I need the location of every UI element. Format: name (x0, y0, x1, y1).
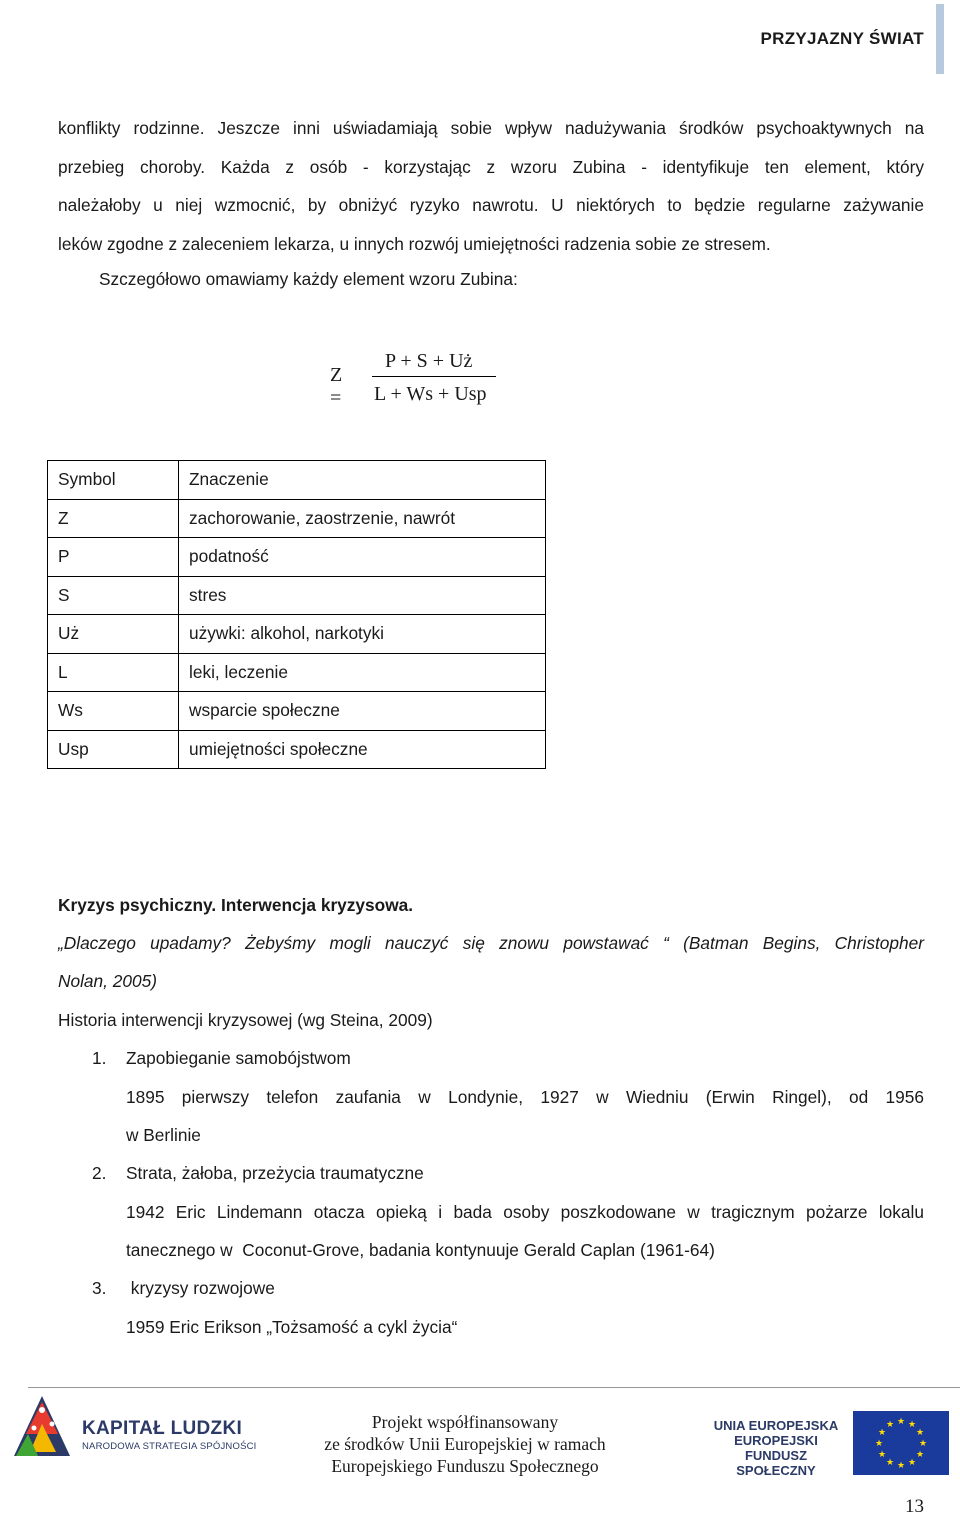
eu-logo-line-1: UNIA EUROPEJSKA (713, 1418, 839, 1433)
table-row (48, 653, 546, 692)
svg-text:★: ★ (877, 1428, 887, 1438)
svg-text:★: ★ (907, 1420, 917, 1430)
table-header-meaning: Znaczenie (179, 461, 546, 500)
table-cell-meaning: wsparcie społeczne (179, 692, 546, 731)
quote-line-2: Nolan, 2005) (58, 971, 157, 991)
table-cell-meaning: umiejętności społeczne (179, 730, 546, 769)
list-item-title: Strata, żałoba, przeżycia traumatyczne (126, 1163, 424, 1183)
svg-text:★: ★ (874, 1439, 884, 1449)
eu-logo-text (706, 1418, 846, 1478)
list-item-title: Zapobieganie samobójstwom (126, 1048, 351, 1068)
list-item-title: kryzysy rozwojowe (126, 1278, 275, 1298)
table-row (48, 692, 546, 731)
table-cell-meaning: stres (179, 576, 546, 615)
intro-indent-line: Szczegółowo omawiamy każdy element wzoru Zubina: (99, 269, 518, 289)
table-row (48, 538, 546, 577)
table-cell-meaning: leki, leczenie (179, 653, 546, 692)
intro-paragraph (58, 109, 924, 263)
table-cell-meaning: podatność (179, 538, 546, 577)
svg-text:★: ★ (918, 1439, 928, 1449)
formula-numerator: P + S + Uż (385, 350, 473, 372)
kapital-ludzki-title: KAPITAŁ LUDZKI (82, 1418, 243, 1439)
intro-line-4: leków zgodne z zaleceniem lekarza, u innych rozwój umiejętności radzenia sobie ze stresem. (58, 233, 771, 254)
svg-text:★: ★ (915, 1428, 925, 1438)
svg-text:★: ★ (885, 1420, 895, 1430)
formula-denominator: L + Ws + Usp (374, 383, 487, 405)
intro-line-3: należałoby u niej wzmocnić, by obniżyć ryzyko nawrotu. U niektórych to będzie regularne zażywanie (58, 195, 924, 215)
table-cell-symbol: S (48, 576, 179, 615)
table-row (48, 576, 546, 615)
footer-divider (28, 1387, 960, 1388)
table-header-symbol: Symbol (48, 461, 179, 500)
eu-flag-icon (853, 1411, 949, 1475)
list-item-line: tanecznego w Coconut-Grove, badania kontynuuje Gerald Caplan (1961-64) (126, 1240, 715, 1260)
intro-line-2: przebieg choroby. Każda z osób - korzystając z wzoru Zubina - identyfikuje ten element, który (58, 156, 924, 177)
formula-fraction-bar (372, 376, 496, 377)
table-cell-meaning: używki: alkohol, narkotyki (179, 615, 546, 654)
list-item-line: 1959 Eric Erikson „Tożsamość a cykl życia“ (126, 1317, 458, 1337)
table-cell-symbol: Ws (48, 692, 179, 731)
svg-text:★: ★ (907, 1458, 917, 1468)
table-row (48, 499, 546, 538)
eu-logo-line-2: EUROPEJSKI (734, 1433, 818, 1448)
list-item-number: 3. (92, 1278, 107, 1298)
symbol-table (47, 460, 546, 769)
section-heading: Kryzys psychiczny. Interwencja kryzysowa. (58, 895, 414, 915)
table-header-row (48, 461, 546, 500)
svg-text:★: ★ (896, 1461, 906, 1471)
formula-lhs: Z = (330, 364, 343, 409)
list-item-line: 1895 pierwszy telefon zaufania w Londynie, 1927 w Wiedniu (Erwin Ringel), od 1956 (126, 1087, 924, 1107)
table-cell-meaning: zachorowanie, zaostrzenie, nawrót (179, 499, 546, 538)
cofinancing-line-3: Europejskiego Funduszu Społecznego (331, 1456, 599, 1476)
quote-line-1: „Dlaczego upadamy? Żebyśmy mogli nauczyć się znowu powstawać “ (Batman Begins, Christopher (58, 933, 924, 953)
table-cell-symbol: Z (48, 499, 179, 538)
cofinancing-note (290, 1411, 640, 1477)
list-item-number: 2. (92, 1163, 107, 1183)
eu-logo-line-3: FUNDUSZ SPOŁECZNY (736, 1448, 816, 1478)
list-item-number: 1. (92, 1048, 107, 1068)
table-cell-symbol: Uż (48, 615, 179, 654)
header-accent-bar (936, 4, 944, 74)
svg-text:★: ★ (885, 1458, 895, 1468)
svg-text:★: ★ (877, 1450, 887, 1460)
kapital-ludzki-subtitle: NARODOWA STRATEGIA SPÓJNOŚCI (82, 1441, 257, 1452)
svg-text:★: ★ (915, 1450, 925, 1460)
intro-line-1: konflikty rodzinne. Jeszcze inni uświadamiają sobie wpływ nadużywania środków psychoaktywnych na (58, 118, 924, 138)
cofinancing-line-1: Projekt współfinansowany (371, 1412, 559, 1432)
table-cell-symbol: L (48, 653, 179, 692)
list-item-line: w Berlinie (126, 1125, 201, 1145)
page-header-title: PRZYJAZNY ŚWIAT (760, 29, 924, 48)
cofinancing-line-2: ze środków Unii Europejskiej w ramach (324, 1434, 606, 1454)
table-row (48, 615, 546, 654)
table-cell-symbol: P (48, 538, 179, 577)
history-line: Historia interwencji kryzysowej (wg Steina, 2009) (58, 1010, 433, 1030)
svg-text:★: ★ (896, 1417, 906, 1427)
list-item-line: 1942 Eric Lindemann otacza opieką i bada osoby poszkodowane w tragicznym pożarze lokalu (126, 1202, 924, 1222)
table-row (48, 730, 546, 769)
table-cell-symbol: Usp (48, 730, 179, 769)
page-number: 13 (905, 1496, 924, 1517)
